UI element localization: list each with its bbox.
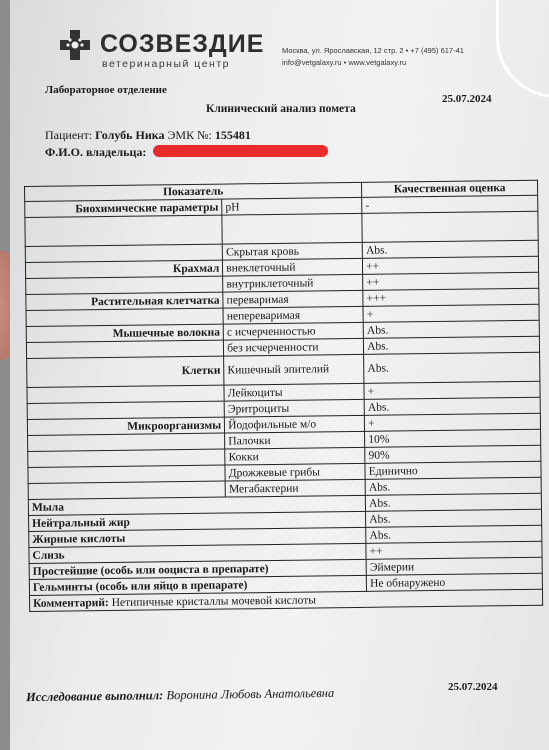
row-value-cell: + xyxy=(364,381,540,399)
row-name-cell: без исчерченности xyxy=(224,338,364,356)
brand-name: СОЗВЕЗДИЕ xyxy=(100,30,265,58)
row-name-cell: Скрытая кровь xyxy=(222,242,362,260)
owner-name-redaction xyxy=(153,145,328,157)
paw-cross-logo-icon xyxy=(56,28,96,62)
row-value-cell: 10% xyxy=(365,429,541,447)
row-group-cell: Клетки xyxy=(27,356,225,387)
comment-text: Нетипичные кристаллы мочевой кислоты xyxy=(111,593,317,609)
row-name-cell: Слизь xyxy=(29,543,366,563)
row-name-cell: Эритроциты xyxy=(224,399,364,417)
contact-block xyxy=(282,45,464,69)
owner-label: Ф.И.О. владельца: xyxy=(45,145,147,159)
row-name-cell: Жирные кислоты xyxy=(29,527,366,547)
row-name-cell: непереваримая xyxy=(223,306,363,324)
row-value-cell: Abs. xyxy=(366,525,542,543)
report-date: 25.07.2024 xyxy=(442,93,492,105)
row-value-cell: Abs. xyxy=(365,477,541,495)
row-group-cell: Биохимические параметры xyxy=(25,199,222,217)
row-name-cell: Кокки xyxy=(225,447,365,465)
row-value-cell: Abs. xyxy=(364,336,540,354)
row-name-cell: Лейкоциты xyxy=(224,383,364,401)
performed-label: Исследование выполнил: xyxy=(25,688,164,705)
row-name-cell: Нейтральный жир xyxy=(29,511,366,531)
row-value-cell: Abs. xyxy=(362,240,538,258)
document-sheet xyxy=(10,0,549,750)
row-value-cell: - xyxy=(362,195,538,213)
row-name-cell: Мегабактерии xyxy=(225,479,365,497)
clinic-address: Москва, ул. Ярославская, 12 стр. 2 • +7 (495) 617-41 xyxy=(282,46,464,55)
performer-name: Воронина Любовь Анатольевна xyxy=(166,685,335,703)
row-group-cell: Мышечные волокна xyxy=(26,324,223,342)
cable-background xyxy=(496,0,549,98)
row-group-cell: Крахмал xyxy=(25,260,222,278)
row-value-cell: Эймерии xyxy=(366,557,542,575)
row-value-cell: Не обнаружено xyxy=(367,573,543,591)
row-value-cell: +++ xyxy=(363,288,539,306)
row-name-cell: внутриклеточный xyxy=(223,274,363,292)
row-value-cell: ++ xyxy=(363,272,539,290)
row-name-cell: Йодофильные м/о xyxy=(225,415,365,433)
row-name-cell: Простейшие (особь или ооциста в препарате) xyxy=(29,559,366,579)
patient-name: Голубь Ника xyxy=(95,128,165,142)
col-indicator-header: Показатель xyxy=(25,182,362,201)
row-value-cell: ++ xyxy=(363,256,539,274)
row-name-cell: pH xyxy=(222,197,362,215)
row-value-cell: Abs. xyxy=(366,493,542,511)
row-name-cell: Палочки xyxy=(225,431,365,449)
document-title: Клинический анализ помета xyxy=(206,103,356,115)
row-value-cell: Abs. xyxy=(366,509,542,527)
row-name-cell: внеклеточный xyxy=(223,258,363,276)
row-name-cell: Кишечный эпителий xyxy=(224,354,364,385)
col-result-header: Качественная оценка xyxy=(362,180,538,197)
clinic-web: info@vetgalaxy.ru • www.vetgalaxy.ru xyxy=(282,58,407,67)
signature-date: 25.07.2024 xyxy=(448,681,498,693)
row-name-cell: переваримая xyxy=(223,290,363,308)
patient-line xyxy=(45,128,251,143)
row-group-cell: Микроорганизмы xyxy=(27,417,224,435)
results-table xyxy=(24,180,543,612)
row-name-cell: с исчерченностью xyxy=(223,322,363,340)
row-name-cell xyxy=(222,213,362,244)
patient-label: Пациент: xyxy=(45,128,93,142)
row-value-cell: + xyxy=(363,304,539,322)
emk-label: ЭМК №: xyxy=(167,128,212,142)
row-value-cell: 90% xyxy=(365,445,541,463)
row-value-cell: Abs. xyxy=(363,320,539,338)
row-value-cell: Abs. xyxy=(364,352,540,383)
row-value-cell xyxy=(362,211,538,242)
row-group-cell xyxy=(25,215,223,246)
row-name-cell: Гельминты (особь или яйцо в препарате) xyxy=(29,575,366,595)
row-name-cell: Дрожжевые грибы xyxy=(225,463,365,481)
department: Лабораторное отделение xyxy=(45,84,167,96)
owner-line xyxy=(45,145,328,160)
row-value-cell: + xyxy=(365,413,541,431)
row-name-cell: Мыла xyxy=(28,495,365,515)
emk-number: 155481 xyxy=(214,128,251,142)
comment-label: Комментарий: xyxy=(33,596,109,610)
row-value-cell: ++ xyxy=(366,541,542,559)
row-value-cell: Единично xyxy=(365,461,541,479)
brand-subtitle: ветеринарный центр xyxy=(102,58,230,70)
signature-line xyxy=(26,686,334,705)
row-group-cell: Растительная клетчатка xyxy=(26,292,223,310)
row-value-cell: Abs. xyxy=(364,397,540,415)
